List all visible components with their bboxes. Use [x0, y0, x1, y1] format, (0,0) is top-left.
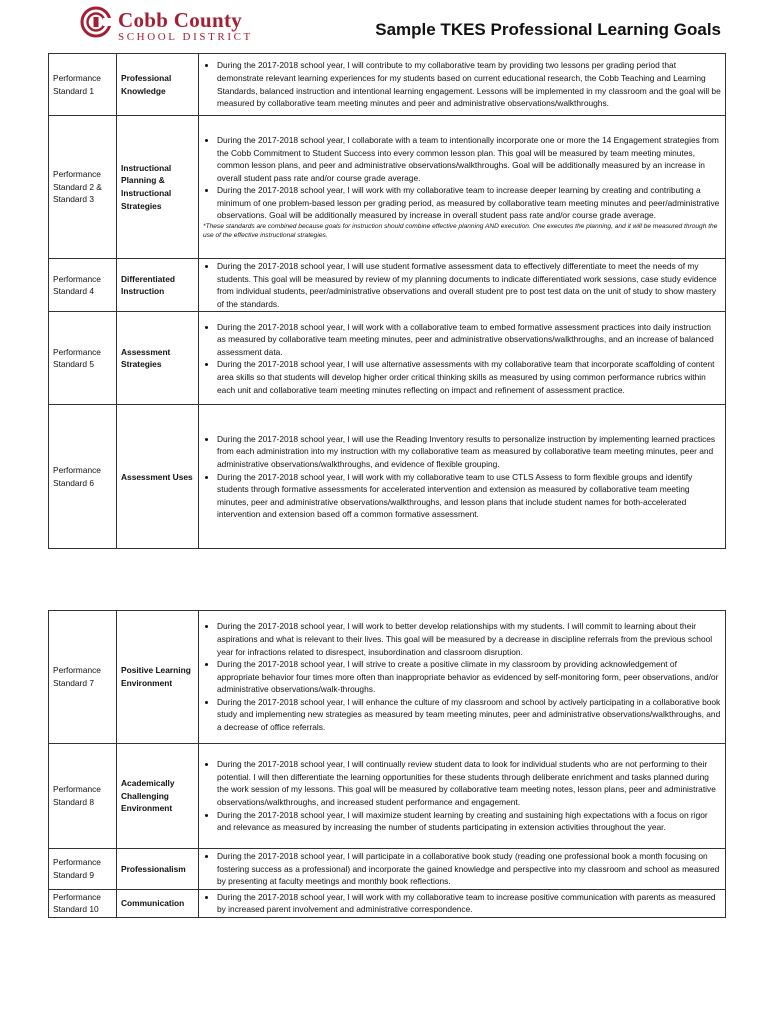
- goals-cell: [199, 889, 726, 917]
- goal-list: [203, 321, 721, 397]
- goals-cell: [199, 744, 726, 849]
- performance-standard-cell: Performance Standard 1: [49, 54, 117, 116]
- standard-row: [49, 405, 726, 549]
- goal-list: [203, 891, 721, 916]
- goals-cell: [199, 405, 726, 549]
- goal-item: • During the 2017-2018 school year, I will work with my collaborative team to increase deeper learning by creating and contributing a minimum of one problem-based lesson per grading period, as measured by collaborative team meeting minutes and peer/administrative observations. Goal will be additionally measured by increase in overall student pass rate and/or course grade average.: [217, 184, 721, 222]
- performance-standard-cell: Performance Standard 6: [49, 405, 117, 549]
- goal-item: • During the 2017-2018 school year, I will continually review student data to look for individual students who are not performing to their potential. I will then differentiate the learning opportunities for these students through deliberate enrichment and tasks planned during the work session of my lessons. This goal will be measured by collaborative team meeting notes, lesson plans, peer and administrative observations/walkthroughs, and increased student performance and engagement.: [217, 758, 721, 808]
- standard-row: [49, 889, 726, 917]
- goal-item: • During the 2017-2018 school year, I will strive to create a positive climate in my classroom by providing acknowledgement of appropriate behavior four times more often than inappropriate behavior as evidenced by self-monitoring form, peer observations, and/or administrative observations/walk-throughs.: [217, 658, 721, 696]
- goal-item: • During the 2017-2018 school year, I will use the Reading Inventory results to personalize instruction by implementing learned practices from each administration into my instruction with my collaborative team as measured by collaborative team meeting minutes, peer and administrative observations/walkthroughs, and evidence of flexible grouping.: [217, 433, 721, 471]
- goal-item: • During the 2017-2018 school year, I will work to better develop relationships with my students. I will commit to learning about their aspirations and what is relevant to their lives. This goal will be measured by a decrease in discipline referrals from the previous school year for infractions related to disrespect, insubordination and classroom disruption.: [217, 620, 721, 658]
- document-title: Sample TKES Professional Learning Goals: [375, 20, 721, 39]
- standard-row: [49, 259, 726, 312]
- goals-table-1: [48, 53, 726, 549]
- goal-item: • During the 2017-2018 school year, I will work with a collaborative team to embed formative assessment practices into daily instruction as measured by collaborative team meeting minutes, peer and administrative observations/walkthroughs, and an increase of balanced assessment data.: [217, 321, 721, 359]
- focus-area-cell: Academically Challenging Environment: [117, 744, 199, 849]
- goal-item: • During the 2017-2018 school year, I will participate in a collaborative book study (reading one professional book a month focusing on fostering success as a professional) and incorporate the gained knowledge and perspective into my classroom and school as measured by presenting at faculty meetings and monthly book reflections.: [217, 850, 721, 888]
- goal-list: [203, 433, 721, 521]
- focus-area-cell: Differentiated Instruction: [117, 259, 199, 312]
- standard-row: [49, 744, 726, 849]
- standards-note: *These standards are combined because goals for instruction should combine effective planning AND execution. One executes the planning, and it will be measured through the use of the effective instructional strategies.: [203, 223, 718, 240]
- focus-area-cell: Professional Knowledge: [117, 54, 199, 116]
- standard-row: [49, 312, 726, 405]
- performance-standard-cell: Performance Standard 4: [49, 259, 117, 312]
- standard-row: [49, 54, 726, 116]
- focus-area-cell: Assessment Strategies: [117, 312, 199, 405]
- goal-list: [203, 620, 721, 733]
- goal-list: [203, 134, 721, 222]
- performance-standard-cell: Performance Standard 8: [49, 744, 117, 849]
- goal-list: [203, 59, 721, 109]
- goals-cell: [199, 312, 726, 405]
- goal-list: [203, 850, 721, 888]
- performance-standard-cell: Performance Standard 10: [49, 889, 117, 917]
- focus-area-cell: Communication: [117, 889, 199, 917]
- goal-list: [203, 260, 721, 310]
- standard-row: [49, 849, 726, 890]
- goals-cell: [199, 116, 726, 259]
- focus-area-cell: Instructional Planning & Instructional Strategies: [117, 116, 199, 259]
- goals-cell: [199, 54, 726, 116]
- performance-standard-cell: Performance Standard 2 & Standard 3: [49, 116, 117, 259]
- goal-item: • During the 2017-2018 school year, I will enhance the culture of my classroom and school by actively participating in a collaborative book study and implementing new strategies as measured by team meeting minutes, peer and administrative observations/walkthroughs, and a decrease of office referrals.: [217, 696, 721, 734]
- page-header: [0, 0, 768, 50]
- goal-list: [203, 758, 721, 834]
- focus-area-cell: Professionalism: [117, 849, 199, 890]
- standard-row: [49, 611, 726, 744]
- goal-item: • During the 2017-2018 school year, I collaborate with a team to intentionally incorporate one or more the 14 Engagement strategies from the Cobb Commitment to Student Success into every common lesson plan. This goal will be measured by team meeting minutes, common lesson plans, and peer and administrative observations/walkthroughs. Goal will be additionally measured by an increase in overall student pass rate and/or course grade average.: [217, 134, 721, 184]
- goals-cell: [199, 849, 726, 890]
- goals-cell: [199, 259, 726, 312]
- goal-item: • During the 2017-2018 school year, I will use student formative assessment data to effectively differentiate to meet the needs of my students. This goal will be measured by review of my planning documents to indicate differentiated work sessions, case study evidence from individual students, peer/administrative observations and overall student pre to post test data on the unit of study to show mastery of the standards.: [217, 260, 721, 310]
- district-seal-icon: [80, 6, 112, 38]
- performance-standard-cell: Performance Standard 7: [49, 611, 117, 744]
- goal-item: • During the 2017-2018 school year, I will use alternative assessments with my collaborative team that incorporate scaffolding of content area skills so that students will develop higher order critical thinking skills as measured by using common performance rubrics within each unit and collaborative team meeting minutes reflecting on impact and refinement of assessment practice.: [217, 358, 721, 396]
- goals-cell: [199, 611, 726, 744]
- focus-area-cell: Assessment Uses: [117, 405, 199, 549]
- standard-row: [49, 116, 726, 259]
- goals-table-2: [48, 610, 726, 918]
- focus-area-cell: Positive Learning Environment: [117, 611, 199, 744]
- goal-item: • During the 2017-2018 school year, I will work with my collaborative team to use CTLS Assess to form flexible groups and identify students through formative assessments for accelerated intervention and extension as measured by collaborative team meeting minutes, peer and administrative observations/walkthroughs, and lesson plans that include student names for both-accelerated intervention and extension based off a common formative assessment.: [217, 471, 721, 521]
- performance-standard-cell: Performance Standard 5: [49, 312, 117, 405]
- performance-standard-cell: Performance Standard 9: [49, 849, 117, 890]
- goal-item: • During the 2017-2018 school year, I will maximize student learning by creating and sustaining high expectations with a focus on rigor and relevance as measured by increasing the number of students participating in extension activities throughout the year.: [217, 809, 721, 834]
- goal-item: • During the 2017-2018 school year, I will contribute to my collaborative team by providing two lessons per grading period that demonstrate relevant learning experiences for my students based on current educational research, the Cobb Teaching and Learning Standards, balanced instruction and intentional learning engagement. Lessons will be implemented in my classroom and the goal will be measured by collaborative team meeting minutes and peer and administrative observations/walkthroughs.: [217, 59, 721, 109]
- goal-item: • During the 2017-2018 school year, I will work with my collaborative team to increase positive communication with parents as measured by increased parent involvement and administrative correspondence.: [217, 891, 721, 916]
- district-name: Cobb County: [118, 8, 243, 32]
- district-subtitle: SCHOOL DISTRICT: [118, 31, 253, 43]
